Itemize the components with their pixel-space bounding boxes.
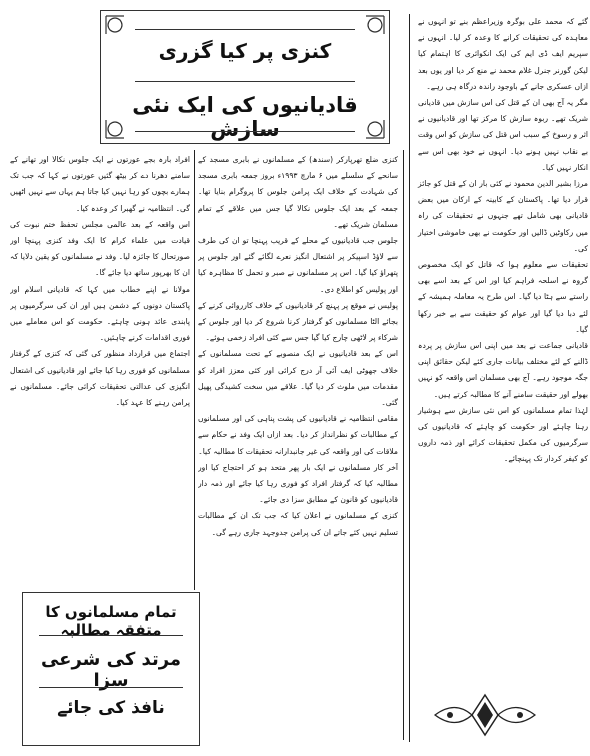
- paragraph: قادیانی جماعت نے بعد میں اپنی اس سازش پر پردہ ڈالنے کے لئے مختلف بیانات جاری کئے لیکن حقائق اپنی جگہ موجود رہے۔ آج بھی مسلمان اس واقعہ کو نہیں بھولے اور حقیقت سامنے آنے کا مطالبہ کرتے ہیں۔: [418, 341, 588, 399]
- paragraph: اس واقعہ کے بعد عالمی مجلس تحفظ ختم نبوت کی قیادت میں علماء کرام کا ایک وفد کنزی پہنچا اور صورتحال کا جائزہ لیا۔ وفد نے مسلمانوں کو یقین دلایا کہ ان کا بھرپور ساتھ دیا جائے گا۔: [10, 219, 190, 278]
- demand-divider: [39, 687, 183, 688]
- demand-line-1: تمام مسلمانوں کا متفقہ مطالبہ: [45, 603, 177, 639]
- headline-main: کنزی پر کیا گزری: [158, 39, 332, 63]
- headline-sub: قادیانیوں کی ایک نئی سازش: [132, 93, 358, 141]
- headline-rule: [135, 81, 355, 82]
- demand-box: [22, 592, 200, 746]
- headline-rule: [135, 131, 355, 132]
- paragraph: اس کے بعد قادیانیوں نے ایک منصوبے کے تحت مسلمانوں کے خلاف جھوٹی ایف آئی آر درج کرائی اور کئی معزز افراد کو مقدمات میں ملوث کر دیا گیا۔ علاقے میں سخت کشیدگی پھیل گئی۔: [198, 349, 398, 408]
- paragraph: تحقیقات سے معلوم ہوا کہ قاتل کو ایک مخصوص گروہ نے اسلحہ فراہم کیا اور اس کے بعد اسے بھی راستے سے ہٹا دیا گیا۔ اس طرح یہ معاملہ ہمیشہ کے لئے دبا دیا گیا اور عوام کو حقیقت سے بے خبر رکھا گیا۔: [418, 260, 588, 334]
- headline-box: [100, 10, 390, 144]
- column-divider: [194, 150, 195, 590]
- article-column-right: [409, 14, 588, 742]
- article-column-middle: [198, 152, 398, 732]
- paragraph: پولیس نے موقع پر پہنچ کر قادیانیوں کے خلاف کارروائی کرنے کے بجائے الٹا مسلمانوں کو گرفتار کرنا شروع کر دیا اور جلوس کے شرکاء پر لاٹھی چارج کیا گیا جس سے کئی افراد زخمی ہوئے۔: [198, 300, 398, 343]
- paragraph: جلوس جب قادیانیوں کے محلے کے قریب پہنچا تو ان کی طرف سے لاؤڈ اسپیکر پر اشتعال انگیز نعرے لگائے گئے اور جلوس پر پتھراؤ کیا گیا۔ اس پر مسلمانوں نے صبر و تحمل کا مظاہرہ کیا اور پولیس کو اطلاع دی۔: [198, 236, 398, 294]
- paragraph: افراد بارہ بجے عورتوں نے ایک جلوس نکالا اور تھانے کے سامنے دھرنا دے کر بیٹھ گئیں عورتوں نے کہا کہ جب تک ہمارے بچوں کو رہا نہیں کیا جاتا ہم یہاں سے نہیں اٹھیں گی۔ انتظامیہ نے گھبرا کر وعدہ کیا۔: [10, 155, 190, 213]
- corner-ornament-icon: [104, 14, 126, 36]
- paragraph: کنزی کے مسلمانوں نے اعلان کیا کہ جب تک ان کے مطالبات تسلیم نہیں کئے جاتے ان کی پرامن جدوجہد جاری رہے گی۔: [198, 511, 398, 537]
- paragraph: مرزا بشیر الدین محمود نے کئی بار ان کے قتل کو جائز قرار دیا تھا۔ پاکستان کے کابینہ کے ارکان میں بعض قادیانی بھی شامل تھے جنہوں نے تحقیقات کی راہ میں رکاوٹیں ڈالیں اور حکومت نے بھی خاموشی اختیار کی۔: [418, 179, 588, 253]
- demand-line-2: مرتد کی شرعی سزا: [40, 649, 182, 691]
- headline-rule: [135, 29, 355, 30]
- flourish-ornament-icon: [430, 690, 540, 740]
- paragraph: مگر یہ آج بھی ان کے قتل کی اس سازش میں قادیانی شریک تھے۔ ربوہ سازش کا مرکز تھا اور قادیانیوں نے اثر و رسوخ کے سبب اس قتل کی سازش کو اس وقت بے نقاب نہیں ہونے دیا۔ انہوں نے خود بھی اس سے انکار نہیں کیا۔: [418, 98, 588, 172]
- paragraph: گئے کہ محمد علی بوگرہ وزیراعظم بنے تو انہوں نے معاہدہ کی تحقیقات کرانے کا وعدہ کر لیا۔ انہوں نے سپریم ایف ڈی ایم کی ایک انکوائری کا اہتمام کیا لیکن گورنر جنرل غلام محمد نے منع کر دیا اور یوں بعد ازاں عسکری جانے کے باوجود راندہ درگاہ ہی رہے۔: [418, 17, 588, 91]
- demand-line-3: نافذ کی جائے: [57, 698, 165, 718]
- paragraph: کنزی ضلع تھرپارکر (سندھ) کے مسلمانوں نے بابری مسجد کے سانحے کے سلسلے میں ۶ مارچ ۱۹۹۳ء بروز جمعہ بابری مسجد کی شہادت کے خلاف ایک پرامن جلوس کا پروگرام بنایا تھا۔ جمعہ کے بعد ایک جلوس نکالا گیا جس میں علاقے کے تمام مسلمان شریک تھے۔: [198, 155, 398, 229]
- paragraph: لہٰذا تمام مسلمانوں کو اس نئی سازش سے ہوشیار رہنا چاہئے اور حکومت کو چاہئے کہ قادیانیوں کی سرگرمیوں کی مکمل تحقیقات کرائے اور ذمہ داروں کو کیفر کردار تک پہنچائے۔: [418, 405, 588, 464]
- article-column-left: [10, 152, 190, 582]
- paragraph: آخر کار مسلمانوں نے ایک بار پھر متحد ہو کر احتجاج کیا اور مطالبہ کیا کہ گرفتار افراد کو فوری رہا کیا جائے اور ذمہ دار قادیانیوں کو قانون کے مطابق سزا دی جائے۔: [198, 462, 398, 505]
- demand-divider: [39, 635, 183, 636]
- column-divider: [403, 150, 404, 740]
- paragraph: اجتماع میں قرارداد منظور کی گئی کہ کنزی کے گرفتار مسلمانوں کو فوری رہا کیا جائے اور قادیانیوں کی اشتعال انگیزی کی عدالتی تحقیقات کرائی جائے۔ مسلمانوں نے پرامن رہنے کا عہد کیا۔: [10, 349, 190, 408]
- corner-ornament-icon: [364, 14, 386, 36]
- paragraph: مقامی انتظامیہ نے قادیانیوں کی پشت پناہی کی اور مسلمانوں کے مطالبات کو نظرانداز کر دیا۔ بعد ازاں ایک وفد نے حکام سے ملاقات کی اور واقعہ کی غیر جانبدارانہ تحقیقات کا مطالبہ کیا۔: [198, 414, 398, 456]
- paragraph: مولانا نے اپنے خطاب میں کہا کہ قادیانی اسلام اور پاکستان دونوں کے دشمن ہیں اور ان کی سرگرمیوں پر پابندی عائد ہونی چاہئے۔ حکومت کو اس معاملے میں فوری اقدامات کرنے چاہئیں۔: [10, 284, 190, 343]
